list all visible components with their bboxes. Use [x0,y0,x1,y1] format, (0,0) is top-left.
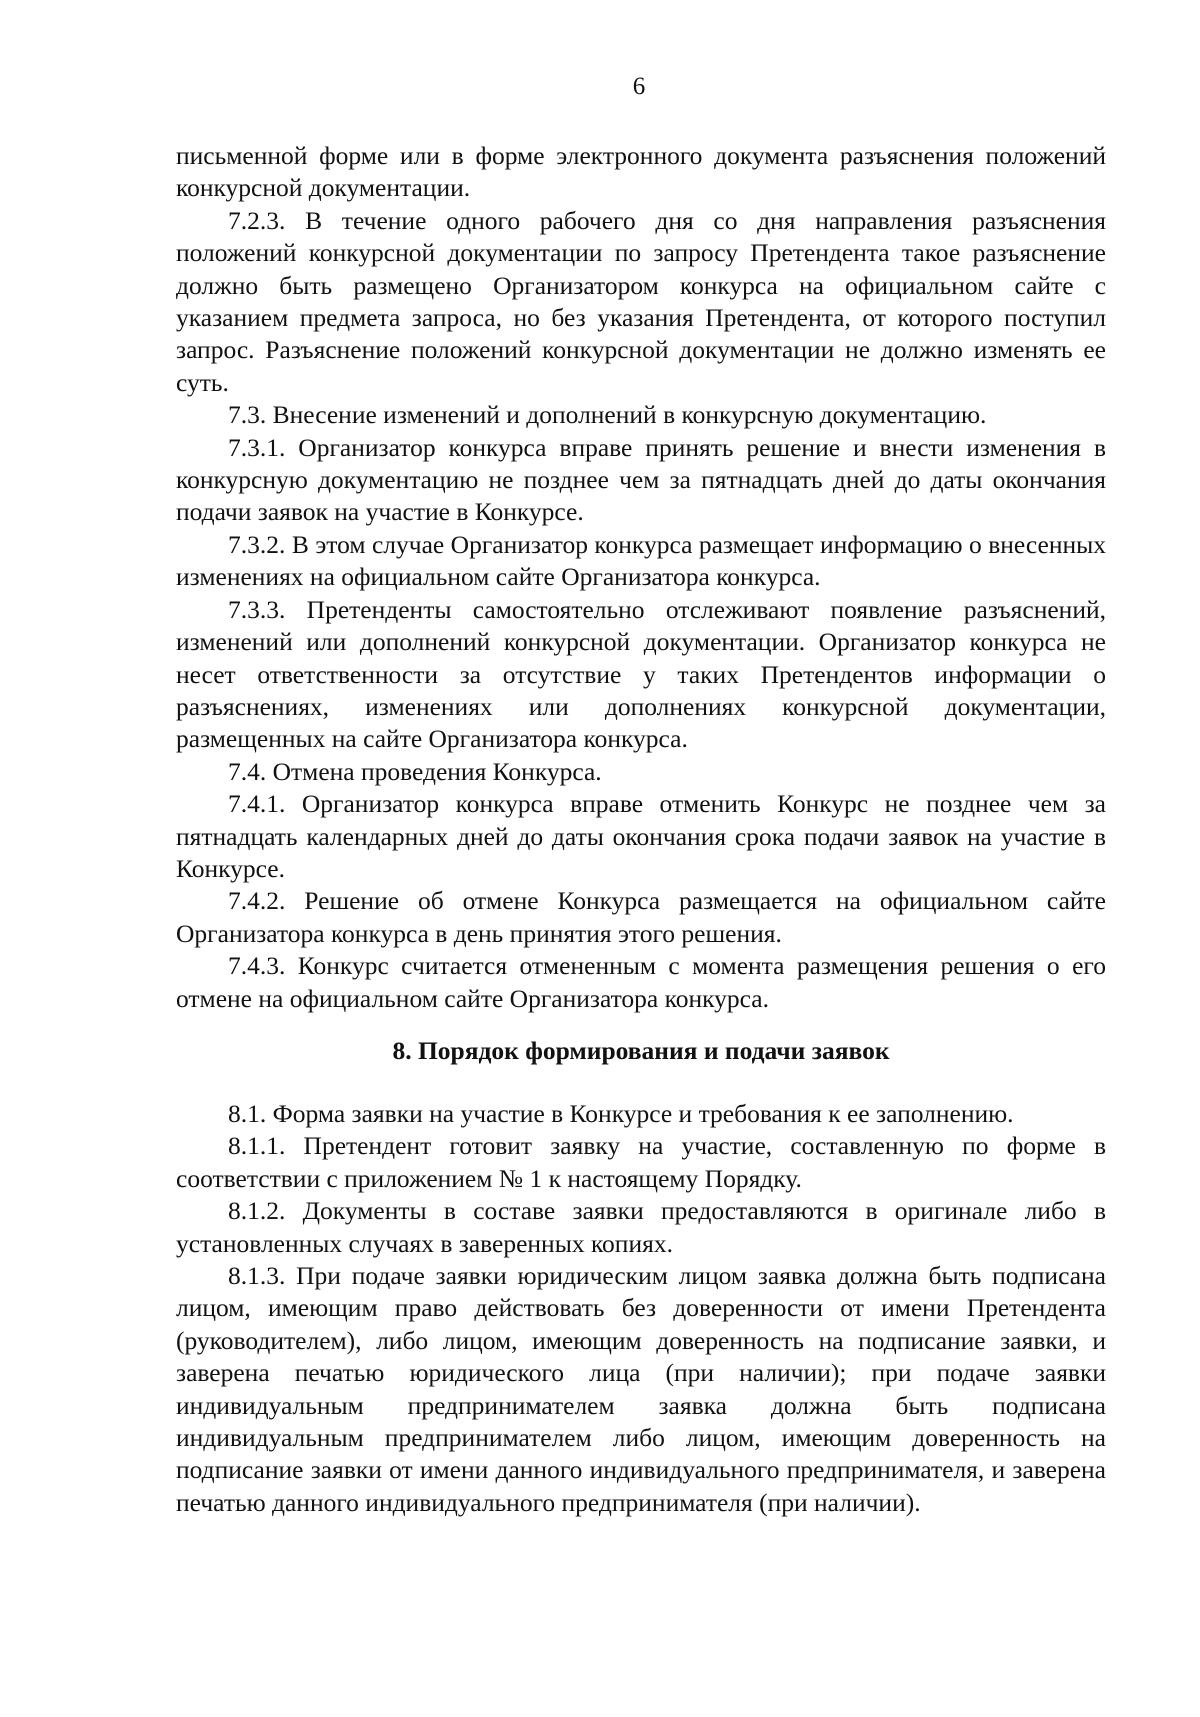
document-body [176,140,1106,1519]
paragraph: 8.1.3. При подаче заявки юридическим лицом заявка должна быть подписана лицом, имеющим право действовать без доверенности от имени Претендента (руководителем), либо лицом, имеющим доверенность на подписание заявки, и заверена печатью юридического лица (при наличии); при подаче заявки индивидуальным предпринимателем заявка должна быть подписана индивидуальным предпринимателем либо лицом, имеющим доверенность на подписание заявки от имени данного индивидуального предпринимателя, и заверена печатью данного индивидуального предпринимателя (при наличии). [176,1261,1106,1517]
paragraph: 7.3.2. В этом случае Организатор конкурса размещает информацию о внесенных изменениях на официальном сайте Организатора конкурса. [176,529,1106,592]
paragraph: 7.4.1. Организатор конкурса вправе отменить Конкурс не позднее чем за пятнадцать календарных дней до даты окончания срока подачи заявок на участие в Конкурсе. [176,789,1106,883]
paragraphs-before-section [176,140,1106,1015]
page-number: 6 [632,73,646,100]
paragraph: 7.2.3. В течение одного рабочего дня со дня направления разъяснения положений конкурсной документации по запросу Претендента такое разъяснение должно быть размещено Организатором конкурса на официальном сайте с указанием предмета запроса, но без указания Претендента, от которого поступил запрос. Разъяснение положений конкурсной документации не должно изменять ее суть. [176,205,1106,397]
paragraph: 7.4.2. Решение об отмене Конкурса размещается на официальном сайте Организатора конкурса в день принятия этого решения. [176,886,1106,948]
paragraph: 7.3.1. Организатор конкурса вправе принять решение и внести изменения в конкурсную документацию не позднее чем за пятнадцать дней до даты окончания подачи заявок на участие в Конкурсе. [176,432,1106,527]
paragraph: 8.1.2. Документы в составе заявки предоставляются в оригинале либо в установленных случаях в заверенных копиях. [176,1196,1106,1258]
paragraph: 8.1.1. Претендент готовит заявку на участие, составленную по форме в соответствии с приложением № 1 к настоящему Порядку. [176,1131,1106,1193]
paragraph: 7.3. Внесение изменений и дополнений в конкурсную документацию. [228,400,987,430]
paragraphs-after-section [176,1098,1106,1519]
paragraph: 8.1. Форма заявки на участие в Конкурсе и требования к ее заполнению. [228,1098,1014,1128]
paragraph: письменной форме или в форме электронного документа разъяснения положений конкурсной документации. [176,141,1106,203]
section-heading: 8. Порядок формирования и подачи заявок [392,1035,890,1065]
paragraph: 7.4.3. Конкурс считается отмененным с момента размещения решения о его отмене на официальном сайте Организатора конкурса. [176,951,1106,1013]
paragraph: 7.4. Отмена проведения Конкурса. [228,756,602,786]
paragraph: 7.3.3. Претенденты самостоятельно отслеживают появление разъяснений, изменений или дополнений конкурсной документации. Организатор конкурса не несет ответственности за отсутствие у таких Претендентов информации о разъяснениях, изменениях или дополнениях конкурсной документации, размещенных на сайте Организатора конкурса. [176,594,1106,754]
